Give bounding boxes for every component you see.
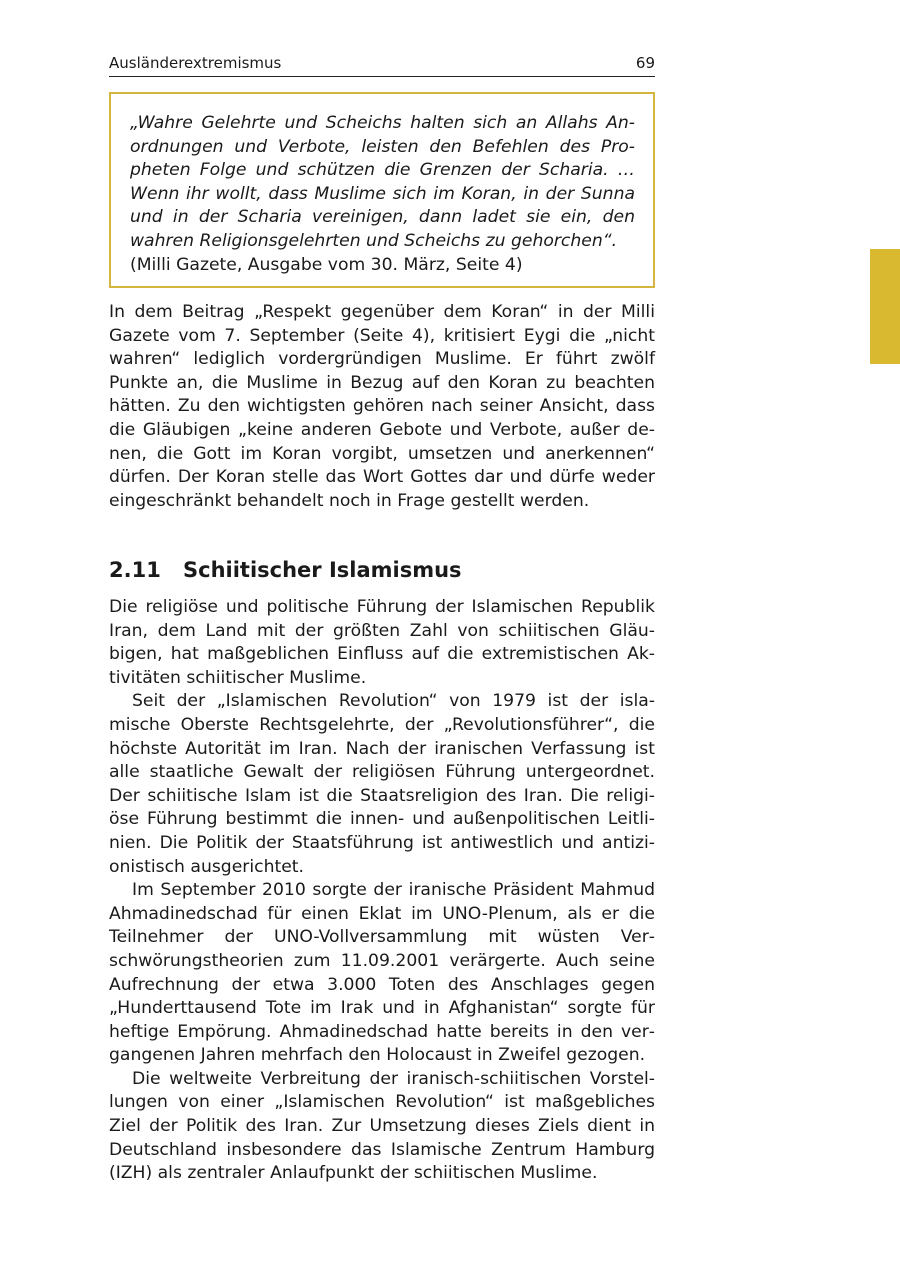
- intro-paragraph-block: [109, 301, 655, 513]
- body-paragraph: Die religiöse und politische Führung der Islamischen Republik Iran, dem Land mit der größten Zahl von schiitischen Gläubigen, hat maßgeblichen Einfluss auf die extremistischen Aktivitäten schiitischer Muslime.: [109, 597, 655, 688]
- running-header: [109, 52, 655, 77]
- quote-text: „Wahre Gelehrte und Scheichs halten sich an Allahs Anordnungen und Verbote, leisten den Befehlen des Propheten Folge und schützen die Grenzen der Scharia. … Wenn ihr wollt, dass Muslime sich im Koran, in der Sunna und in der Scharia vereinigen, dann ladet sie ein, den wahren Religionsgelehrten und Scheichs zu gehorchen“.: [130, 113, 635, 251]
- intro-paragraph: In dem Beitrag „Respekt gegenüber dem Koran“ in der Milli Gazete vom 7. September (Seite 4), kritisiert Eygi die „nicht wahren“ lediglich vordergründigen Muslime. Er führt zwölf Punkte an, die Muslime in Bezug auf den Koran zu beachten hätten. Zu den wichtigsten gehören nach seiner Ansicht, dass die Gläubigen „keine anderen Gebote und Verbote, außer denen, die Gott im Koran vorgibt, umsetzen und anerkennen“ dürfen. Der Koran stelle das Wort Gottes dar und dürfe weder eingeschränkt behandelt noch in Frage gestellt werden.: [109, 302, 655, 511]
- body-paragraph: Die weltweite Verbreitung der iranisch-schiitischen Vorstellungen von einer „Islamischen Revolution“ ist maßgebliches Ziel der Politik des Iran. Zur Umsetzung dieses Ziels dient in Deutschland insbesondere das Islamische Zentrum Hamburg (IZH) als zentraler Anlaufpunkt der schiitischen Muslime.: [109, 1068, 655, 1184]
- quote-source: (Milli Gazete, Ausgabe vom 30. März, Seite 4): [130, 254, 523, 275]
- section-title: Schiitischer Islamismus: [183, 558, 462, 582]
- chapter-edge-tab: [870, 249, 900, 364]
- page-number: 69: [635, 54, 655, 72]
- body-paragraph: Im September 2010 sorgte der iranische Präsident Mahmud Ahmadinedschad für einen Eklat im UNO-Plenum, als er die Teilnehmer der UNO-Vollversammlung mit wüsten Verschwörungstheorien zum 11.09.2001 verärgerte. Auch seine Aufrechnung der etwa 3.000 Toten des Anschlages gegen „Hunderttausend Tote im Irak und in Afghanistan“ sorgte für heftige Empörung. Ahmadinedschad hatte bereits in den vergangenen Jahren mehrfach den Holocaust in Zweifel gezogen.: [109, 880, 655, 1066]
- chapter-title: Ausländerextremismus: [109, 54, 282, 72]
- section-heading: [109, 556, 462, 584]
- section-body: [109, 596, 655, 1186]
- body-paragraph: Seit der „Islamischen Revolution“ von 1979 ist der islamische Oberste Rechtsgelehrte, der „Revolutionsführer“, die höchste Autorität im Iran. Nach der iranischen Verfassung ist alle staatliche Gewalt der religiösen Führung untergeordnet. Der schiitische Islam ist die Staatsreligion des Iran. Die religiöse Führung bestimmt die innen- und außenpolitischen Leitlinien. Die Politik der Staatsführung ist antiwestlich und antizionistisch ausgerichtet.: [109, 691, 655, 877]
- quote-box: [109, 92, 655, 288]
- section-number: 2.11: [109, 558, 161, 582]
